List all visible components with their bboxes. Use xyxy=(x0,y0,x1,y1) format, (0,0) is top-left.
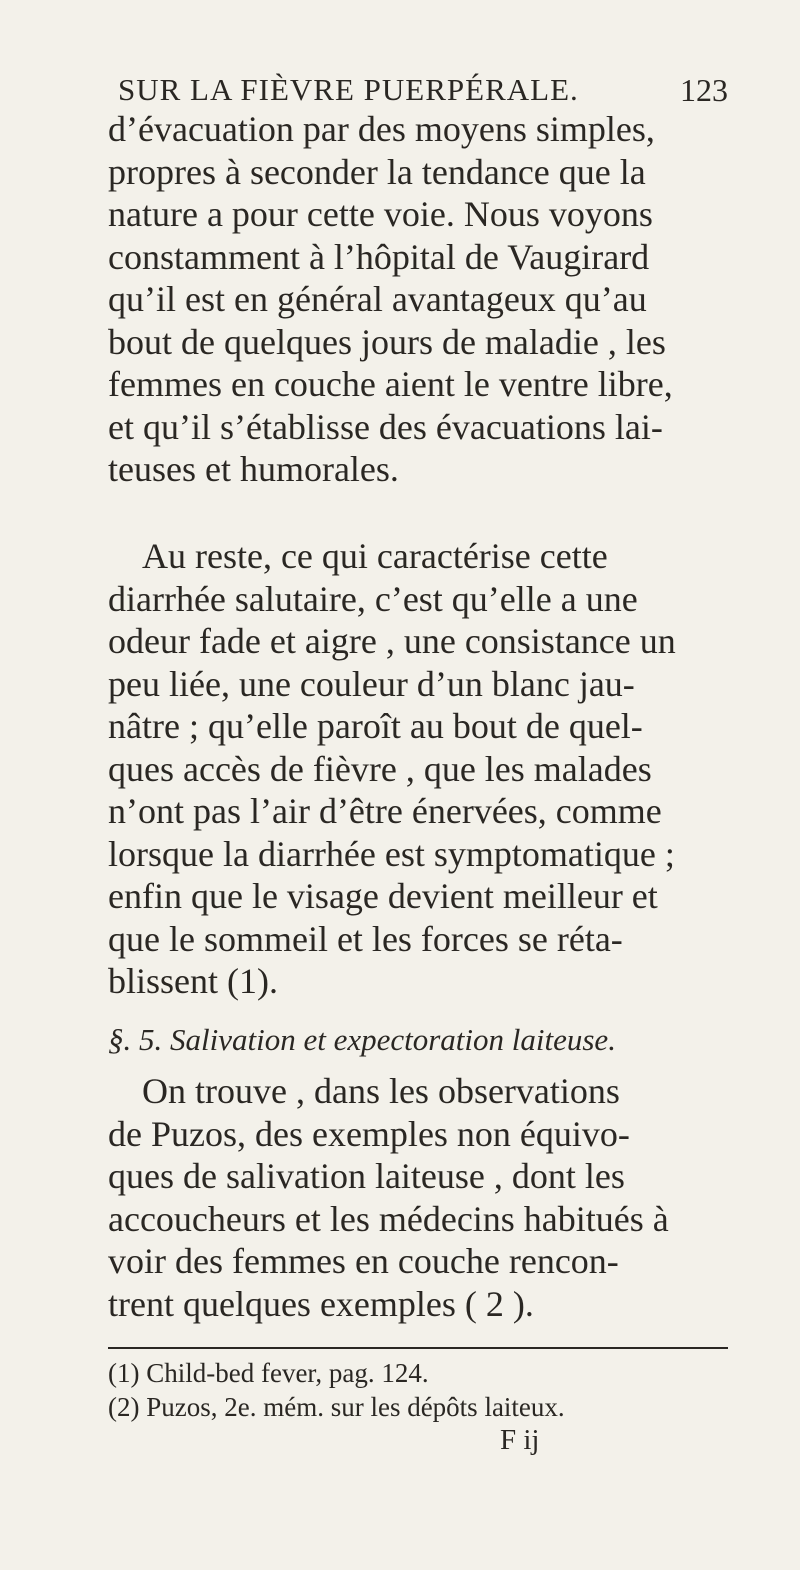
text-line: n’ont pas l’air d’être énervées, comme xyxy=(108,791,662,831)
footnote-divider xyxy=(108,1347,728,1349)
text-line: accoucheurs et les médecins habitués à xyxy=(108,1198,669,1239)
paragraph-3 xyxy=(108,1070,740,1325)
text-line: teuses et humorales. xyxy=(108,449,399,489)
text-line: nature a pour cette voie. Nous voyons xyxy=(108,194,653,234)
text-line: voir des femmes en couche rencon- xyxy=(108,1241,619,1281)
text-line: On trouve , dans les observations xyxy=(142,1071,620,1111)
text-line: de Puzos, des exemples non équivo- xyxy=(108,1113,630,1154)
text-line: blissent (1). xyxy=(108,961,278,1001)
text-line: odeur fade et aigre , une consistance un xyxy=(108,621,676,661)
text-line: peu liée, une couleur d’un blanc jau- xyxy=(108,663,635,704)
text-line: bout de quelques jours de maladie , les xyxy=(108,321,666,362)
footnotes xyxy=(108,1356,565,1424)
page-number: 123 xyxy=(680,72,728,108)
text-line: femmes en couche aient le ventre libre, xyxy=(108,364,673,404)
text-line: ques accès de fièvre , que les malades xyxy=(108,748,652,789)
text-line: et qu’il s’établisse des évacuations lai- xyxy=(108,406,663,447)
footnote-2: (2) Puzos, 2e. mém. sur les dépôts laiteux. xyxy=(108,1392,565,1422)
text-line: lorsque la diarrhée est symptomatique ; xyxy=(108,833,675,874)
text-line: constamment à l’hôpital de Vaugirard xyxy=(108,236,650,277)
paragraph-2 xyxy=(108,535,740,1003)
paragraph-1 xyxy=(108,108,740,491)
signature-mark: F ij xyxy=(500,1424,540,1456)
running-head: SUR LA FIÈVRE PUERPÉRALE. xyxy=(118,72,579,107)
text-line: enfin que le visage devient meilleur et xyxy=(108,876,658,916)
text-line: nâtre ; qu’elle paroît au bout de quel- xyxy=(108,706,643,746)
text-line: d’évacuation par des moyens simples, xyxy=(108,109,655,149)
text-line: Au reste, ce qui caractérise cette xyxy=(142,536,608,576)
section-heading: §. 5. Salivation et expectoration laiteuse. xyxy=(108,1022,616,1057)
text-line: trent quelques exemples ( 2 ). xyxy=(108,1283,534,1324)
text-line: qu’il est en général avantageux qu’au xyxy=(108,279,647,319)
footnote-1: (1) Child-bed fever, pag. 124. xyxy=(108,1358,429,1388)
text-line: diarrhée salutaire, c’est qu’elle a une xyxy=(108,578,638,619)
text-line: que le sommeil et les forces se réta- xyxy=(108,918,623,959)
text-line: propres à seconder la tendance que la xyxy=(108,151,646,192)
text-line: ques de salivation laiteuse , dont les xyxy=(108,1156,625,1196)
